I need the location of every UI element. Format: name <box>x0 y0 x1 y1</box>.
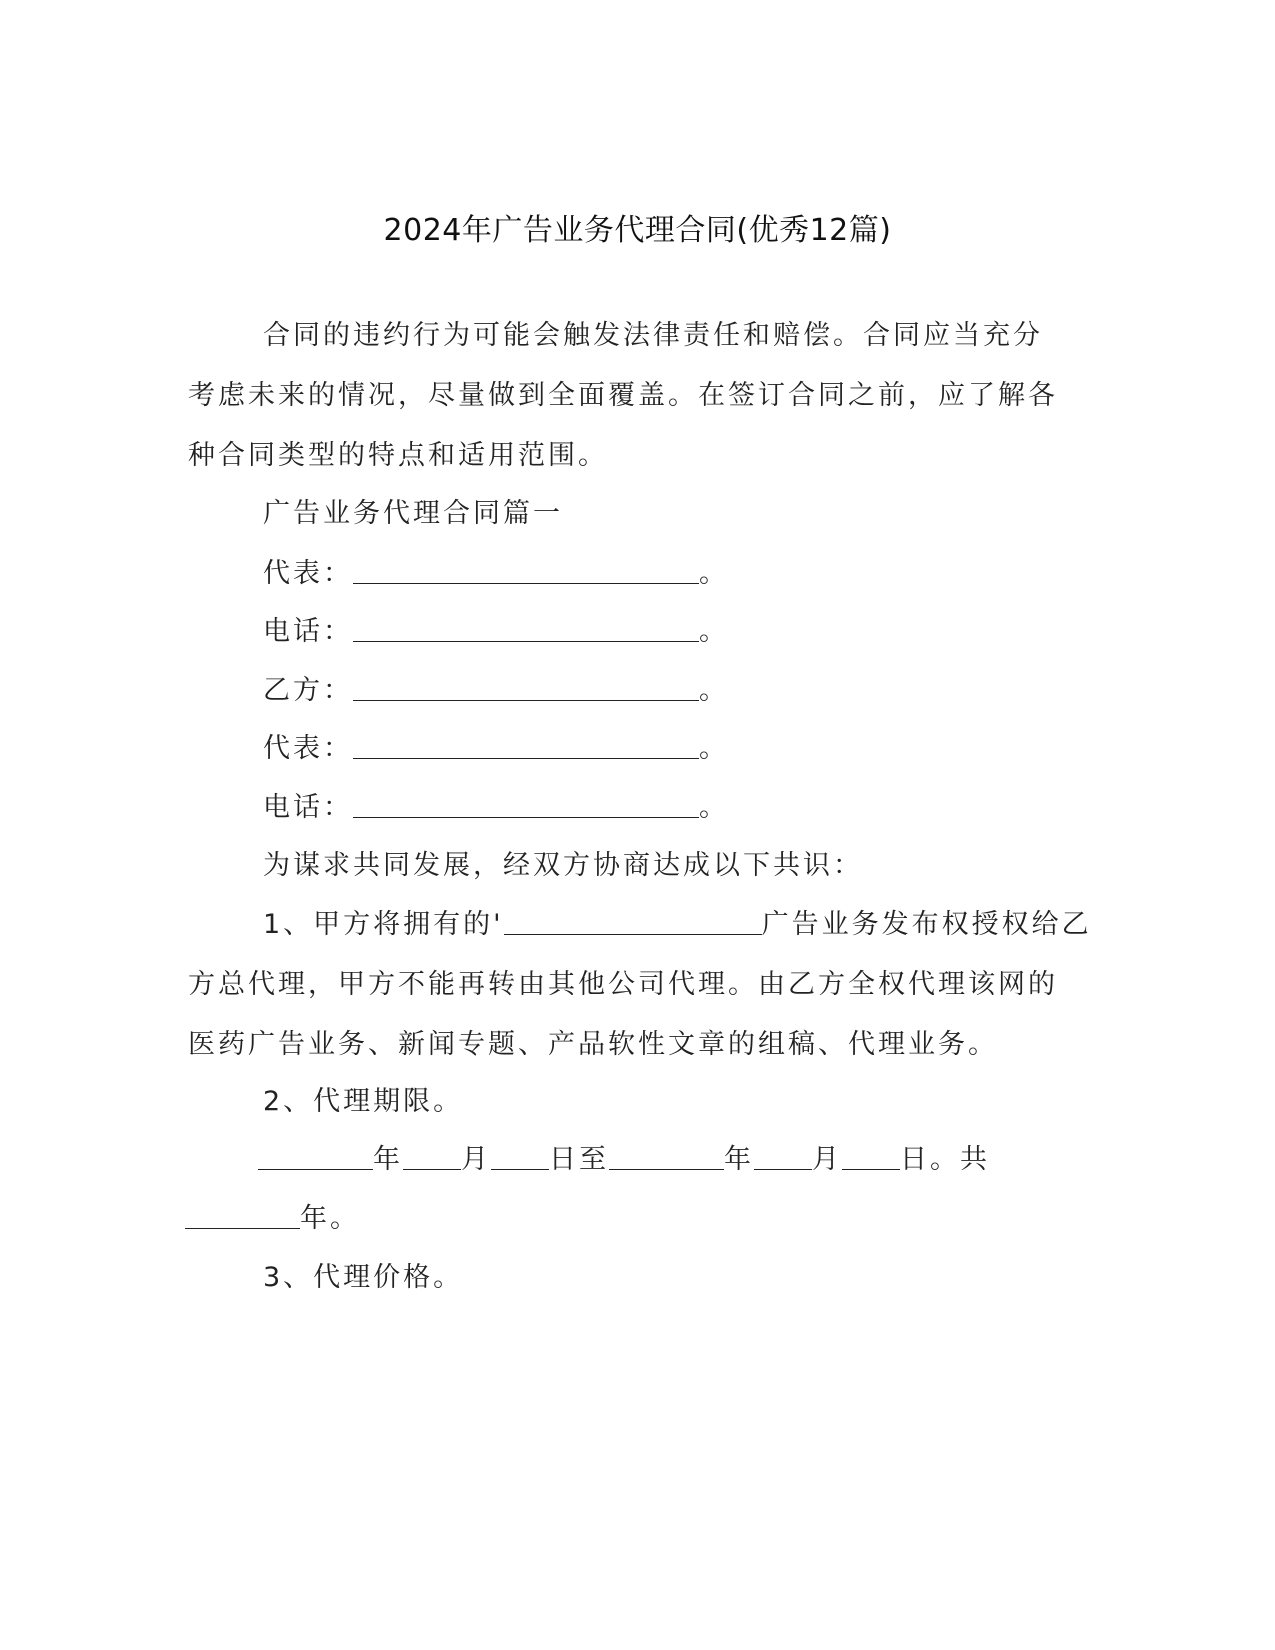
clause2-heading: 2、代理期限。 <box>263 1086 464 1117</box>
field-representative-a <box>263 544 729 604</box>
month-label: 月 <box>812 1144 842 1175</box>
field-end: 。 <box>699 792 729 823</box>
blank-line <box>491 1139 549 1170</box>
field-end: 。 <box>699 733 729 764</box>
field-party-b <box>263 661 729 721</box>
blank-line <box>403 1139 461 1170</box>
blank-line <box>353 670 699 701</box>
blank-line <box>185 1198 300 1229</box>
field-label: 代表： <box>263 733 353 764</box>
field-phone-a <box>263 602 729 662</box>
field-label: 电话： <box>263 792 353 823</box>
intro-paragraph: 合同的违约行为可能会触发法律责任和赔偿。合同应当充分考虑未来的情况，尽量做到全面覆盖。在签订合同之前，应了解各种合同类型的特点和适用范围。 <box>188 320 1058 471</box>
clause2-period-line <box>258 1130 990 1190</box>
year-end-label: 年。 <box>300 1203 360 1234</box>
blank-line <box>842 1139 900 1170</box>
blank-line <box>353 728 699 759</box>
field-end: 。 <box>699 558 729 589</box>
clause1-start: 1、甲方将拥有的' <box>263 909 504 940</box>
blank-line <box>504 904 762 935</box>
day-end-label: 日。共 <box>900 1144 990 1175</box>
document-title: 2024年广告业务代理合同(优秀12篇) <box>383 213 892 248</box>
year-label: 年 <box>724 1144 754 1175</box>
clause1-first-line <box>263 895 1092 955</box>
blank-line <box>353 553 699 584</box>
consensus-line: 为谋求共同发展，经双方协商达成以下共识： <box>263 850 863 881</box>
field-label: 电话： <box>263 616 353 647</box>
field-phone-b <box>263 778 729 838</box>
field-representative-b <box>263 719 729 779</box>
clause3-heading: 3、代理价格。 <box>263 1262 464 1293</box>
year-label: 年 <box>373 1144 403 1175</box>
clause2-total-line <box>185 1189 360 1249</box>
blank-line <box>609 1139 724 1170</box>
blank-line <box>258 1139 373 1170</box>
month-label: 月 <box>461 1144 491 1175</box>
section-heading: 广告业务代理合同篇一 <box>263 498 563 529</box>
blank-line <box>353 611 699 642</box>
field-end: 。 <box>699 616 729 647</box>
day-to-label: 日至 <box>549 1144 609 1175</box>
blank-line <box>353 787 699 818</box>
field-label: 代表： <box>263 558 353 589</box>
clause1-after-blank: 广告业务发布权授权给乙 <box>761 909 1092 940</box>
field-end: 。 <box>699 675 729 706</box>
field-label: 乙方： <box>263 675 353 706</box>
blank-line <box>754 1139 812 1170</box>
clause1-rest: 方总代理，甲方不能再转由其他公司代理。由乙方全权代理该网的医药广告业务、新闻专题、产品软性文章的组稿、代理业务。 <box>188 969 1058 1060</box>
